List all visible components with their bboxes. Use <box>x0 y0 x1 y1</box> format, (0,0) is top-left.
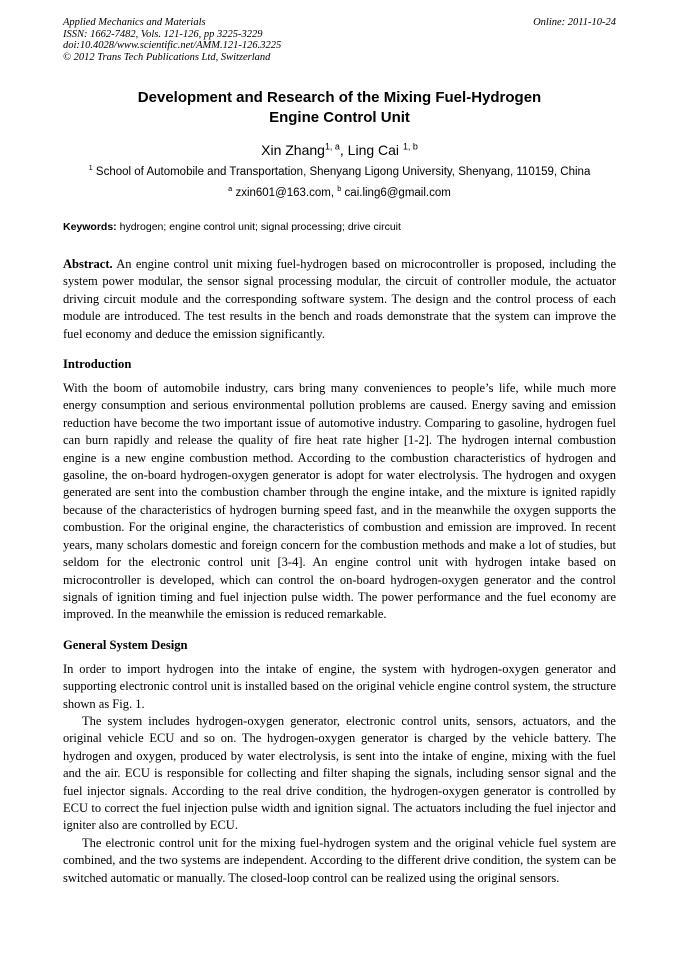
affiliation-line <box>63 165 616 179</box>
doi-line: doi:10.4028/www.scientific.net/AMM.121-126.3225 <box>63 40 282 51</box>
online-date: Online: 2011-10-24 <box>533 17 616 28</box>
general-system-design-paragraph-2: The system includes hydrogen-oxygen generator, electronic control units, sensors, actuators, and the original vehicle ECU and so on. The hydrogen-oxygen generator is charged by the vehicle battery. The hydrogen and oxygen, produced by water electrolysis, is sent into the intake of engine, mixing with the fuel and the air. ECU is responsible for collecting and filter shaping the signals, including sensor signal and the fuel injector signals. According to the real drive condition, the hydrogen-oxygen generator is controlled by ECU to correct the fuel injection pulse width and ignition signal. The actuators including the fuel injector and igniter also are controlled by ECU. <box>63 713 616 833</box>
keywords-text: hydrogen; engine control unit; signal processing; drive circuit <box>116 221 401 233</box>
journal-name: Applied Mechanics and Materials <box>63 17 206 28</box>
abstract-label: Abstract. <box>63 257 113 271</box>
title-line-2: Engine Control Unit <box>269 109 410 126</box>
author-2: Ling Cai <box>347 142 403 158</box>
issn-line: ISSN: 1662-7482, Vols. 121-126, pp 3225-3229 <box>63 28 263 40</box>
affiliation-text: School of Automobile and Transportation, Shenyang Ligong University, Shenyang, 110159, China <box>92 166 591 178</box>
copyright-line: © 2012 Trans Tech Publications Ltd, Switzerland <box>63 51 271 63</box>
journal-header <box>63 17 616 63</box>
email-a: zxin601@163.com, <box>232 187 338 199</box>
keywords-label: Keywords: <box>63 221 117 233</box>
author-1: Xin Zhang <box>261 142 325 158</box>
journal-header-left <box>63 17 281 63</box>
abstract-paragraph <box>63 256 616 343</box>
paper-title <box>63 88 616 128</box>
keywords-line <box>63 221 616 234</box>
email-b: cai.ling6@gmail.com <box>341 187 451 199</box>
abstract-text: An engine control unit mixing fuel-hydrogen based on microcontroller is proposed, including the system power modular, the sensor signal processing modular, the circuit of controller module, the actuator driving circuit module and the corresponding software system. The design and the control process of each module are introduced. The test results in the bench and roads demonstrate that the system can improve the fuel economy and deduce the emission significantly. <box>63 257 616 341</box>
email-line <box>63 186 616 200</box>
introduction-paragraph: With the boom of automobile industry, cars bring many conveniences to people’s life, while much more energy consumption and serious environmental pollution problems are caused. Energy saving and emission reduction have become the two important issue of automotive industry. Comparing to gasoline, hydrogen fuel can burn rapidly and release the quality of fire heat rate higher [1-2]. The hydrogen internal combustion engine is a new engine combustion method. According to the combustion characteristics of hydrogen and gasoline, the on-board hydrogen-oxygen generator is adopt for water electrolysis. The hydrogen and oxygen generated are sent into the combustion chamber through the engine intake, and the mixture is ignited rapidly because of the characteristics of hydrogen burning speed fast, and in the meanwhile the oxygen supports the combustion. For the original engine, the characteristics of combustion and emission are improved. In recent years, many scholars domestic and foreign concern for the combustion methods and make a lot of studies, but seldom for the electronic control unit [3-4]. An engine control unit with hydrogen intake based on microcontroller is developed, which can control the on-board hydrogen-oxygen generator and the control signals of ignition timing and fuel injection pulse width. The power performance and the fuel economy are improved. In the meanwhile the emission is reduced remarkable. <box>63 381 616 622</box>
author-1-superscript: 1, a <box>324 141 340 152</box>
email-b-superscript: b <box>337 184 342 194</box>
section-heading-introduction: Introduction <box>63 357 132 372</box>
title-line-1: Development and Research of the Mixing Fuel-Hydrogen <box>137 89 542 106</box>
general-system-design-paragraph-1: In order to import hydrogen into the intake of engine, the system with hydrogen-oxygen generator and supporting electronic control unit is installed based on the original vehicle engine control system, the structure shown as Fig. 1. <box>63 661 616 711</box>
general-system-design-paragraph-3: The electronic control unit for the mixing fuel-hydrogen system and the original vehicle fuel system are combined, and the two systems are independent. According to the different drive condition, the system can be switched automatic or manually. The closed-loop control can be realized using the original sensors. <box>63 835 616 885</box>
affiliation-superscript: 1 <box>88 163 93 173</box>
author-2-superscript: 1, b <box>402 141 418 152</box>
author-separator: , <box>339 142 348 158</box>
authors-line <box>63 141 616 159</box>
email-a-superscript: a <box>228 184 233 194</box>
section-heading-general-system-design: General System Design <box>63 637 188 652</box>
